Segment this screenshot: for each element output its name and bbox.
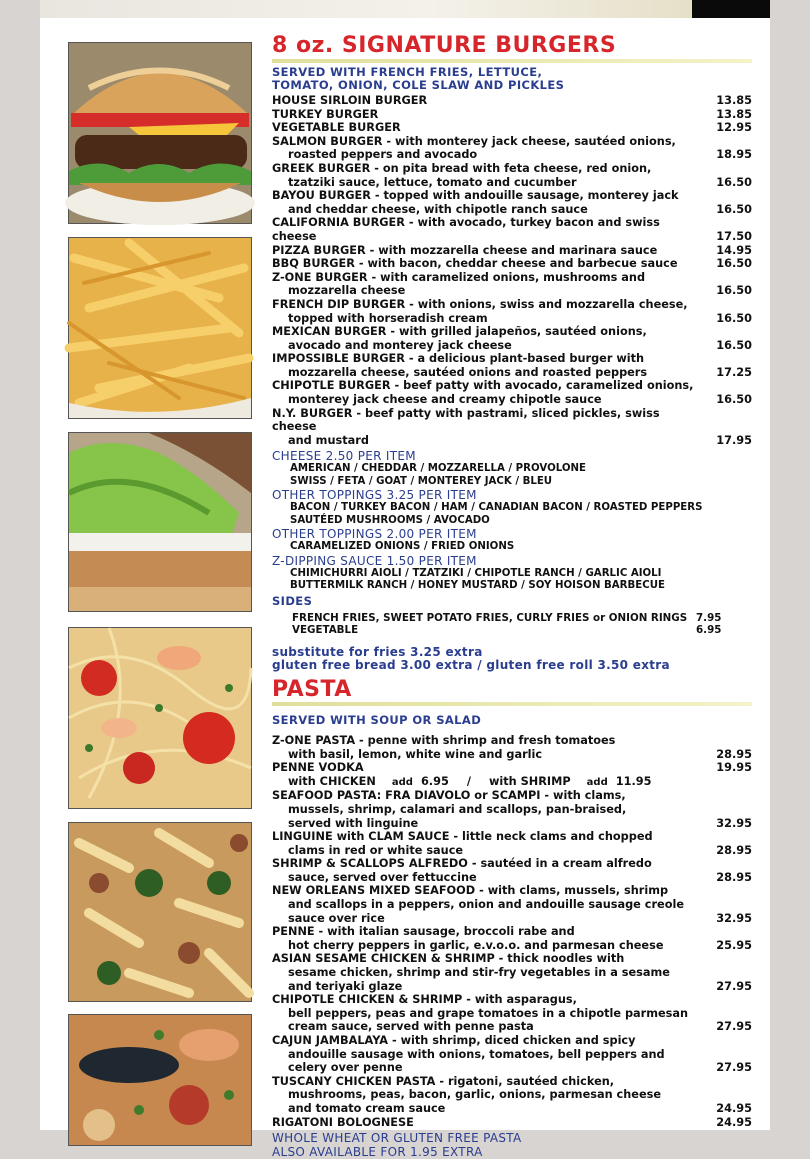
menu-item-description: andouille sausage with onions, tomatoes, bell peppers and [288, 1047, 665, 1061]
sides-vegetable-text: VEGETABLE [292, 623, 359, 636]
menu-item-line1 [272, 952, 694, 966]
menu-item-description: and cheddar cheese, with chipotle ranch sauce [288, 202, 588, 216]
menu-item-line1 [272, 216, 694, 243]
substitute-fries-note: substitute for fries 3.25 extra [272, 644, 483, 659]
menu-item-name: NEW ORLEANS MIXED SEAFOOD [272, 884, 476, 898]
menu-item-price: 16.50 [716, 257, 752, 271]
menu-item-price: 25.95 [716, 938, 752, 952]
menu-item-description: - with onions, swiss and mozzarella cheese, [405, 297, 688, 311]
menu-item [272, 379, 752, 406]
menu-item-name: SEAFOOD PASTA: FRA DIAVOLO or SCAMPI [272, 789, 541, 803]
menu-item-line1 [272, 298, 694, 312]
menu-item [272, 1116, 752, 1130]
menu-item-description: with basil, lemon, white wine and garlic [288, 747, 543, 761]
menu-item-name: PENNE [272, 925, 315, 939]
menu-item-name: CHIPOTLE CHICKEN & SHRIMP [272, 993, 463, 1007]
menu-item-description: bell peppers, peas and grape tomatoes in a chipotle parmesan [288, 1006, 689, 1020]
menu-item [272, 135, 752, 162]
menu-item-description: - thick noodles with [494, 952, 625, 966]
toppings-325-heading: OTHER TOPPINGS 3.25 PER ITEM [272, 488, 477, 503]
menu-item-description: - with bacon, cheddar cheese and barbecue sauce [354, 257, 678, 271]
menu-item-description: - with monterey jack cheese, sautéed onions, [382, 134, 676, 148]
top-strip [40, 0, 692, 18]
menu-item-description: sesame chicken, shrimp and stir-fry vegetables in a sesame [288, 966, 670, 980]
menu-item [272, 121, 752, 135]
toppings-325-line1: BACON / TURKEY BACON / HAM / CANADIAN BACON / ROASTED PEPPERS [290, 502, 703, 514]
menu-item [272, 761, 752, 789]
menu-item-price: 27.95 [716, 1061, 752, 1075]
menu-item [272, 94, 752, 108]
menu-item-price: 14.95 [716, 243, 752, 257]
menu-item-name: N.Y. BURGER [272, 406, 353, 420]
dipping-sauce-heading: Z-DIPPING SAUCE 1.50 PER ITEM [272, 553, 477, 568]
menu-item [272, 298, 752, 325]
menu-item-description: - with asparagus, [462, 993, 577, 1007]
dipping-sauce-line1: CHIMICHURRI AIOLI / TZATZIKI / CHIPOTLE RANCH / GARLIC AIOLI [290, 567, 662, 579]
menu-item-description: mushrooms, peas, bacon, garlic, onions, parmesan cheese [288, 1088, 662, 1102]
menu-item [272, 1075, 752, 1116]
menu-item-line1 [272, 1075, 694, 1089]
menu-item-line1 [272, 993, 694, 1007]
menu-item-line1 [272, 761, 694, 775]
vodka-shrimp-price: 11.95 [615, 774, 652, 788]
menu-item [272, 884, 752, 925]
menu-item-line1 [272, 108, 694, 122]
menu-item-description: - topped with andouille sausage, monterey jack [370, 189, 679, 203]
sides-line1 [272, 612, 752, 624]
menu-item-description: sauce over rice [288, 911, 385, 925]
menu-item-line1 [272, 189, 694, 203]
menu-item-description: - with caramelized onions, mushrooms and [367, 270, 646, 284]
menu-item-name: BAYOU BURGER [272, 189, 371, 203]
menu-item-description: - on pita bread with feta cheese, red onion, [370, 161, 652, 175]
sides-line2 [272, 624, 752, 636]
menu-item [272, 830, 752, 857]
gluten-free-note: gluten free bread 3.00 extra / gluten free roll 3.50 extra [272, 658, 670, 673]
menu-item-description: - with clams, [540, 789, 626, 803]
menu-item-description: mussels, shrimp, calamari and scallops, pan-braised, [288, 802, 627, 816]
menu-item-name: TUSCANY CHICKEN PASTA [272, 1074, 436, 1088]
menu-item-price: 32.95 [716, 911, 752, 925]
menu-item [272, 857, 752, 884]
toppings-200-heading: OTHER TOPPINGS 2.00 PER ITEM [272, 527, 477, 542]
menu-item [272, 734, 752, 761]
menu-item-line1 [272, 884, 694, 898]
toppings-325-line2: SAUTÉED MUSHROOMS / AVOCADO [290, 514, 490, 526]
vodka-chicken-price: 6.95 [420, 774, 449, 788]
menu-item-name: TURKEY BURGER [272, 107, 379, 121]
menu-item-price: 16.50 [716, 393, 752, 407]
menu-item [272, 789, 752, 830]
menu-item-name: CAJUN JAMBALAYA [272, 1034, 389, 1047]
burger-list [272, 94, 752, 447]
menu-item-line1 [272, 352, 694, 366]
menu-item-line1 [272, 135, 694, 149]
menu-item-description: - sautéed in a cream alfredo [467, 857, 652, 871]
dipping-sauce-line2: BUTTERMILK RANCH / HONEY MUSTARD / SOY HOISON BARBECUE [290, 580, 665, 592]
sides-vegetable-price: 6.95 [696, 623, 722, 636]
menu-item-description: - beef patty with pastrami, sliced pickles, swiss cheese [272, 406, 660, 434]
menu-item-price: 16.50 [716, 175, 752, 189]
toppings-200-line1: CARAMELIZED ONIONS / FRIED ONIONS [290, 541, 515, 553]
menu-item-price: 12.95 [716, 121, 752, 135]
menu-item-line1 [272, 857, 694, 871]
menu-item-name: Z-ONE BURGER [272, 270, 368, 284]
menu-item-name: MEXICAN BURGER [272, 325, 387, 339]
menu-item-description: and mustard [288, 433, 369, 447]
menu-item-line1 [272, 244, 694, 258]
menu-item-description: clams in red or white sauce [288, 843, 464, 857]
menu-item-description: - a delicious plant-based burger with [404, 352, 645, 366]
menu-item-line1 [272, 379, 694, 393]
menu-item-name: RIGATONI BOLOGNESE [272, 1115, 414, 1129]
cheese-heading: CHEESE 2.50 PER ITEM [272, 449, 416, 464]
menu-item [272, 162, 752, 189]
vodka-with-shrimp: with SHRIMP [488, 774, 571, 788]
menu-item-name: BBQ BURGER [272, 257, 355, 271]
menu-item-price: 16.50 [716, 338, 752, 352]
burgers-title: 8 oz. SIGNATURE BURGERS [272, 33, 617, 58]
menu-item-price: 17.25 [716, 365, 752, 379]
menu-item-name: IMPOSSIBLE BURGER [272, 352, 405, 366]
menu-item [272, 952, 752, 993]
vodka-slash: / [466, 774, 471, 788]
menu-item-name: CHIPOTLE BURGER [272, 379, 391, 393]
menu-item-name: HOUSE SIRLOIN BURGER [272, 94, 428, 107]
menu-item-line1 [272, 325, 694, 339]
chicken-sandwich-photo [68, 432, 252, 612]
menu-item-description: - beef patty with avocado, caramelized onions, [390, 379, 694, 393]
menu-item-price: 16.50 [716, 284, 752, 298]
menu-item-line1 [272, 830, 694, 844]
menu-item-line1 [272, 1116, 694, 1130]
menu-item-description: mozzarella cheese [288, 284, 406, 298]
menu-item-price: 28.95 [716, 870, 752, 884]
menu-item-line1 [272, 94, 694, 108]
menu-item-price: 28.95 [716, 747, 752, 761]
whole-wheat-note-line2: ALSO AVAILABLE FOR 1.95 EXTRA [272, 1145, 483, 1159]
menu-item-description: - rigatoni, sautéed chicken, [435, 1074, 615, 1088]
menu-item-line1 [272, 1034, 694, 1048]
menu-item-name: GREEK BURGER [272, 161, 371, 175]
menu-item-price: 24.95 [716, 1115, 752, 1129]
menu-item-price: 17.95 [716, 433, 752, 447]
menu-item-price: 19.95 [716, 761, 752, 775]
cheese-options-line2: SWISS / FETA / GOAT / MONTEREY JACK / BLEU [290, 475, 553, 487]
menu-item-name: ASIAN SESAME CHICKEN & SHRIMP [272, 952, 495, 966]
menu-item-line1 [272, 162, 694, 176]
whole-wheat-note-line1: WHOLE WHEAT OR GLUTEN FREE PASTA [272, 1131, 522, 1146]
vodka-addon-line [272, 775, 694, 790]
menu-item-name: Z-ONE PASTA [272, 733, 356, 747]
menu-content [272, 34, 752, 1159]
vodka-add-label: add [391, 776, 413, 788]
menu-item-line1 [272, 734, 694, 748]
pasta-list [272, 734, 752, 1129]
menu-item-price: 24.95 [716, 1101, 752, 1115]
sides-fries-price: 7.95 [696, 611, 722, 624]
menu-item-description: tzatziki sauce, lettuce, tomato and cucumber [288, 175, 577, 189]
menu-item-price: 27.95 [716, 1020, 752, 1034]
menu-item-line1 [272, 271, 694, 285]
cheese-options-line1: AMERICAN / CHEDDAR / MOZZARELLA / PROVOLONE [290, 463, 587, 475]
menu-item-description: - with grilled jalapeños, sautéed onions, [386, 325, 647, 339]
menu-item [272, 257, 752, 271]
menu-item-price: 28.95 [716, 843, 752, 857]
menu-item-line1 [272, 925, 694, 939]
vodka-add-label: add [586, 776, 608, 788]
menu-item-name: SHRIMP & SCALLOPS ALFREDO [272, 857, 468, 871]
fries-photo [68, 237, 252, 419]
menu-item-line1 [272, 121, 694, 135]
sides-heading: SIDES [272, 593, 313, 608]
menu-item-description: cream sauce, served with penne pasta [288, 1020, 534, 1034]
menu-item-price: 17.50 [716, 229, 752, 243]
burgers-subtitle-line2: TOMATO, ONION, COLE SLAW AND PICKLES [272, 78, 565, 92]
menu-item-description: served with linguine [288, 816, 419, 830]
menu-item-description: - with italian sausage, broccoli rabe and [314, 925, 575, 939]
jambalaya-photo [68, 1014, 252, 1146]
menu-item-price: 32.95 [716, 816, 752, 830]
menu-item-price: 13.85 [716, 107, 752, 121]
menu-item-price: 18.95 [716, 148, 752, 162]
menu-item-description: - with clams, mussels, shrimp [475, 884, 669, 898]
menu-item [272, 1034, 752, 1075]
menu-page [40, 0, 770, 1159]
menu-item-description: topped with horseradish cream [288, 311, 488, 325]
seafood-pasta-photo [68, 627, 252, 809]
menu-item-price: 16.50 [716, 202, 752, 216]
menu-item-name: PIZZA BURGER [272, 243, 366, 257]
menu-item-description: - with avocado, turkey bacon and swiss cheese [272, 216, 660, 243]
top-black-block [692, 0, 770, 18]
menu-item-description: and tomato cream sauce [288, 1101, 446, 1115]
penne-photo [68, 822, 252, 1002]
menu-item [272, 189, 752, 216]
vodka-with-chicken: with CHICKEN [288, 774, 376, 788]
menu-item-description: and teriyaki glaze [288, 979, 403, 993]
sides-fries-text: FRENCH FRIES, SWEET POTATO FRIES, CURLY FRIES or ONION RINGS [292, 611, 688, 624]
menu-item [272, 325, 752, 352]
menu-item-description: - with mozzarella cheese and marinara sauce [365, 243, 658, 257]
menu-item-description: avocado and monterey jack cheese [288, 338, 512, 352]
menu-item-line1 [272, 789, 694, 803]
menu-item-line1 [272, 407, 694, 434]
menu-item-description: sauce, served over fettuccine [288, 870, 477, 884]
menu-item-description: celery over penne [288, 1061, 403, 1075]
menu-item [272, 352, 752, 379]
menu-item-description: and scallops in a peppers, onion and andouille sausage creole [288, 898, 684, 912]
menu-item-price: 27.95 [716, 979, 752, 993]
burgers-subtitle-line1: SERVED WITH FRENCH FRIES, LETTUCE, [272, 65, 543, 79]
menu-item [272, 108, 752, 122]
menu-item-line1 [272, 257, 694, 271]
burger-photo [68, 42, 252, 224]
menu-item [272, 271, 752, 298]
menu-item-description: - with shrimp, diced chicken and spicy [388, 1034, 636, 1047]
menu-item-description: hot cherry peppers in garlic, e.v.o.o. and parmesan cheese [288, 938, 664, 952]
menu-item-name: FRENCH DIP BURGER [272, 297, 406, 311]
menu-item [272, 925, 752, 952]
menu-item [272, 244, 752, 258]
pasta-title: PASTA [272, 676, 352, 702]
menu-item-description: mozzarella cheese, sautéed onions and roasted peppers [288, 365, 648, 379]
menu-item-name: CALIFORNIA BURGER [272, 216, 405, 230]
menu-item-price: 13.85 [716, 94, 752, 107]
menu-item-price: 16.50 [716, 311, 752, 325]
menu-item-description: - little neck clams and chopped [449, 830, 653, 844]
menu-item-name: PENNE VODKA [272, 761, 364, 775]
menu-item-name: SALMON BURGER [272, 134, 383, 148]
menu-item-name: VEGETABLE BURGER [272, 121, 401, 135]
menu-item-description: monterey jack cheese and creamy chipotle sauce [288, 393, 602, 407]
menu-item [272, 407, 752, 448]
menu-item-name: LINGUINE with CLAM SAUCE [272, 830, 450, 844]
menu-item-description: roasted peppers and avocado [288, 148, 478, 162]
menu-item [272, 216, 752, 243]
menu-item-description: - penne with shrimp and fresh tomatoes [355, 733, 616, 747]
menu-item [272, 993, 752, 1034]
pasta-subtitle: SERVED WITH SOUP OR SALAD [272, 712, 482, 727]
